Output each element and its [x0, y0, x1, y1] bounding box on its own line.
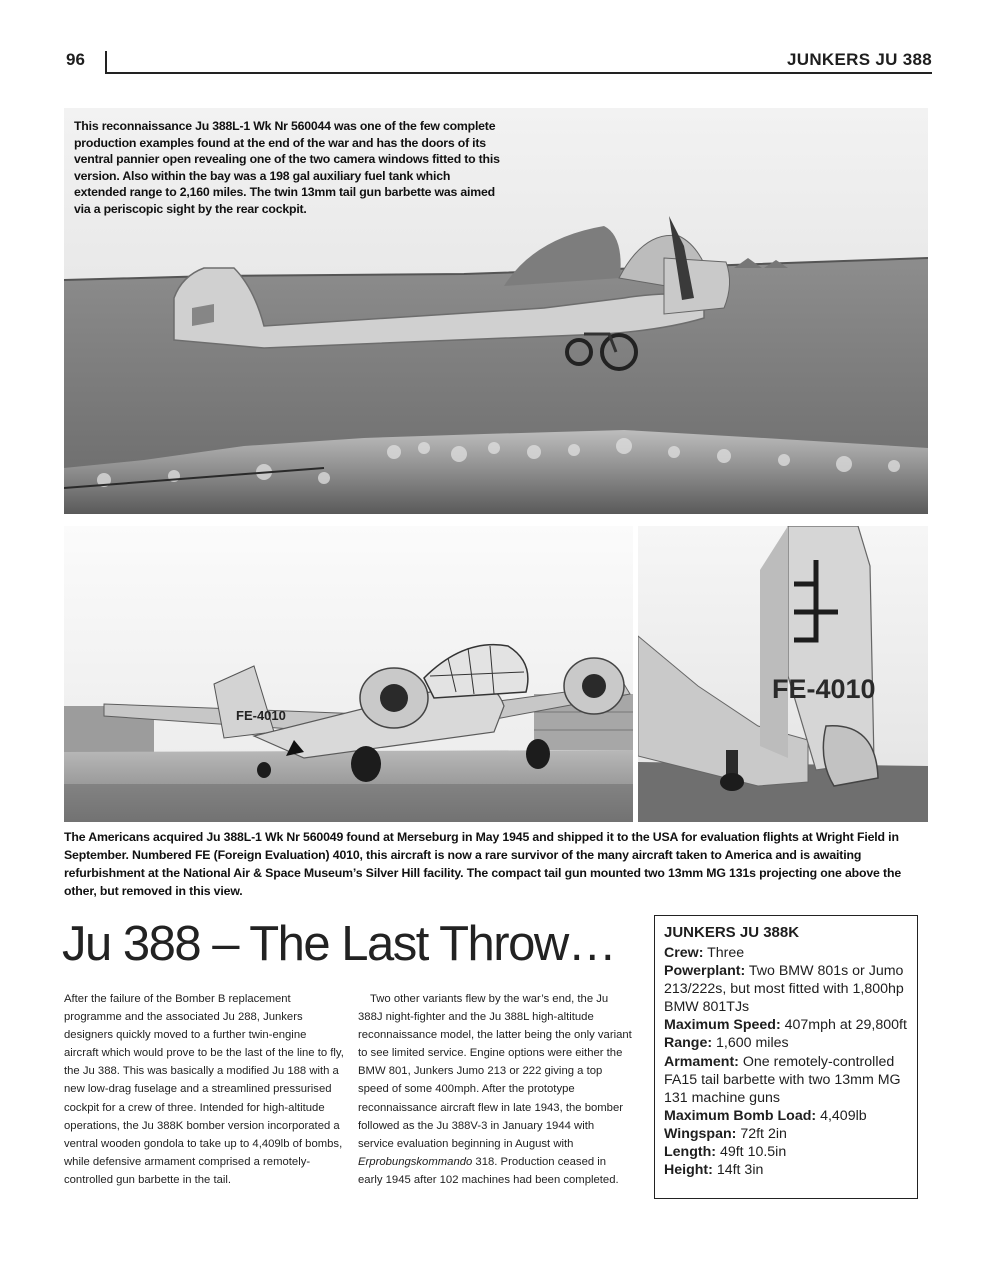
spec-value: Two BMW 801s or Jumo 213/222s, but most fitted with 1,800hp BMW 801TJs [664, 963, 904, 1016]
spec-row-maximum-bomb-load [664, 1107, 909, 1125]
specifications-box [654, 915, 918, 1199]
photo-fe4010-front-image [64, 526, 633, 822]
spec-row-wingspan [664, 1125, 909, 1143]
header-rule [105, 72, 932, 74]
spec-row-armament [664, 1053, 909, 1107]
spec-label: Wingspan: [664, 1125, 737, 1142]
spec-label: Height: [664, 1162, 713, 1179]
spec-value: 14ft 3in [712, 1162, 764, 1179]
caption-top-photo: This reconnaissance Ju 388L-1 Wk Nr 560044 was one of the few complete production examples found at the end of the war and has the doors of its ventral pannier open revealing one of the two camera windows fitted to this version. Also within the bay was a 198 gal auxiliary fuel tank which extended range to 2,160 miles. The twin 13mm tail gun barbette was aimed via a periscopic sight by the rear cockpit. [74, 119, 500, 216]
spec-label: Crew: [664, 945, 704, 961]
spec-value: 407mph at 29,800ft [780, 1017, 907, 1034]
spec-value: One remotely-controlled FA15 tail barbette with two 13mm MG 131 machine guns [664, 1053, 901, 1106]
spec-row-height [664, 1161, 909, 1179]
spec-value: 1,600 miles [712, 1035, 789, 1052]
article-column-2-text-a: Two other variants flew by the war’s end, the Ju 388J night-fighter and the Ju 388L high-altitude reconnaissance model, the latter being the only variant to see limited service. Engine options were either the BMW 801, Junkers Jumo 213 or 222 giving a top speed of some 400mph. After the prototype reconnaissance aircraft flew in late 1943, the bomber followed as the Ju 388V-3 in January 1944 with service evaluation beginning in August with [358, 993, 632, 1150]
running-title: JUNKERS JU 388 [787, 50, 932, 69]
article-column-2-text-b: 318. Production ceased in early 1945 after 102 machines had been completed. [358, 1155, 619, 1186]
spec-label: Powerplant: [664, 963, 746, 980]
spec-label: Maximum Bomb Load: [664, 1107, 817, 1124]
spec-label: Range: [664, 1035, 713, 1052]
photo-fe4010-tail-image [638, 526, 928, 822]
spec-label: Length: [664, 1144, 717, 1161]
article-column-2 [358, 990, 632, 1189]
article-column-2-italic-term: Erprobungskommando [358, 1155, 473, 1168]
spec-value: 49ft 10.5in [716, 1144, 787, 1161]
specifications-title: JUNKERS JU 388K [664, 924, 800, 941]
spec-row-maximum-speed [664, 1016, 909, 1034]
spec-label: Armament: [664, 1053, 739, 1070]
spec-value: 4,409lb [816, 1107, 867, 1124]
spec-row-powerplant [664, 962, 909, 1016]
page-number: 96 [66, 50, 85, 69]
spec-value: Three [703, 945, 745, 961]
spec-row-crew [664, 944, 909, 962]
page-header [64, 48, 932, 74]
spec-label: Maximum Speed: [664, 1017, 781, 1034]
fuselage-code-tail: FE-4010 [772, 674, 876, 704]
spec-value: 72ft 2in [736, 1125, 787, 1142]
article-headline: Ju 388 – The Last Throw… [62, 917, 616, 971]
spec-row-length [664, 1143, 909, 1161]
caption-bottom-photos: The Americans acquired Ju 388L-1 Wk Nr 560049 found at Merseburg in May 1945 and shipped it to the USA for evaluation flights at Wright Field in September. Numbered FE (Foreign Evaluation) 4010, this aircraft is now a rare survivor of the many aircraft taken to America and is awaiting refurbishment at the National Air & Space Museum’s Silver Hill facility. The compact tail gun mounted two 13mm MG 131s projecting one above the other, but removed in this view. [64, 830, 902, 898]
fuselage-code-front: FE-4010 [236, 708, 286, 723]
photo-fe4010-tail [638, 526, 928, 822]
spec-row-range [664, 1034, 909, 1052]
photo-fe4010-front [64, 526, 633, 822]
article-column-1: After the failure of the Bomber B replacement programme and the associated Ju 288, Junkers designers quickly moved to a further twin-engine aircraft which would prove to be the last of the line to fly, the Ju 388. This was basically a modified Ju 188 with a new low-drag fuselage and a streamlined pressurised cockpit for a crew of three. Intended for high-altitude operations, the Ju 388K bomber version incorporated a ventral wooden gondola to take up to 4,409lb of bombs, while defensive armament comprised a remotely-controlled gun barbette in the tail. [64, 993, 344, 1186]
header-divider-tick [105, 51, 107, 73]
